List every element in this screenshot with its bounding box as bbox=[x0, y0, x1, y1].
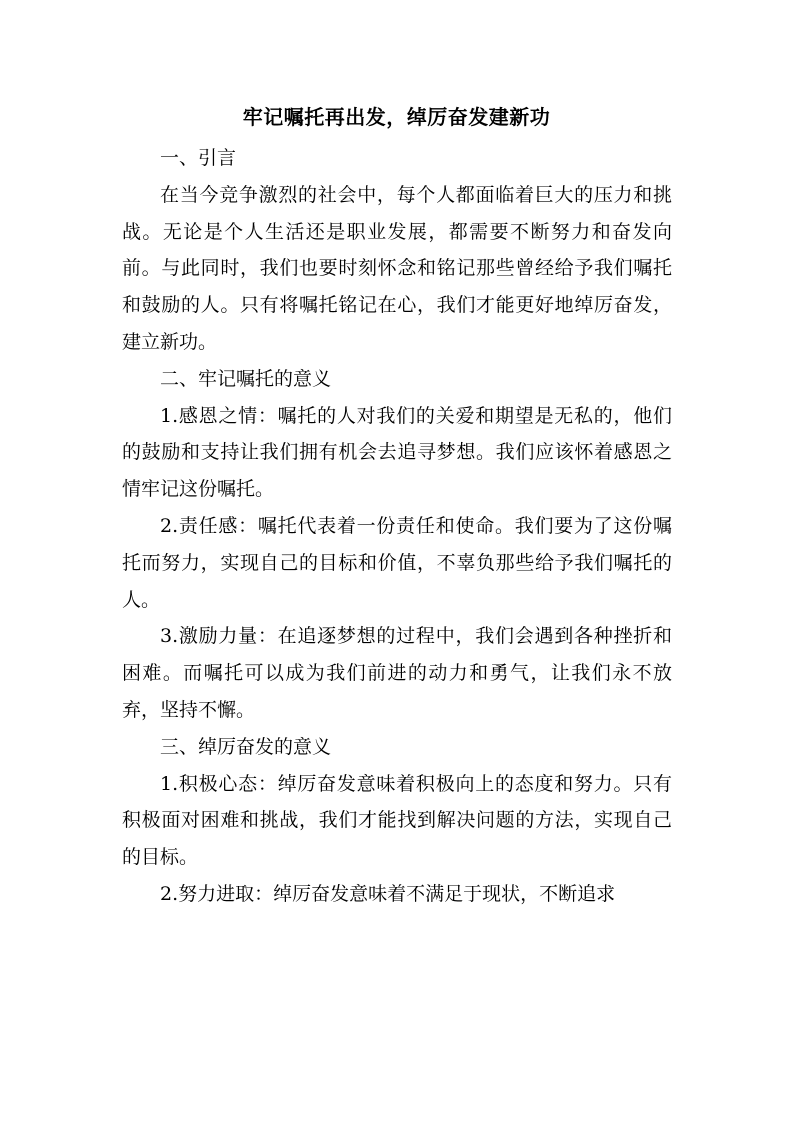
section-heading-meaning-of-entrustment: 二、牢记嘱托的意义 bbox=[160, 367, 332, 390]
section-heading-intro: 一、引言 bbox=[160, 147, 237, 169]
section-heading-meaning-of-striving: 三、绰厉奋发的意义 bbox=[160, 735, 332, 758]
document-title: 牢记嘱托再出发，绰厉奋发建新功 bbox=[242, 105, 551, 129]
document-body bbox=[122, 140, 672, 913]
list-item-positive-attitude: 1.积极心态：绰厉奋发意味着积极向上的态度和努力。只有积极面对困难和挑战，我们才能找到解决问题的方法，实现自己的目标。 bbox=[122, 772, 672, 869]
list-item-motivation: 3.激励力量：在追逐梦想的过程中，我们会遇到各种挫折和困难。而嘱托可以成为我们前进的动力和勇气，让我们永不放弃，坚持不懈。 bbox=[122, 625, 672, 721]
list-item-gratitude: 1.感恩之情：嘱托的人对我们的关爱和期望是无私的，他们的鼓励和支持让我们拥有机会去追寻梦想。我们应该怀着感恩之情牢记这份嘱托。 bbox=[122, 404, 672, 501]
list-item-responsibility: 2.责任感：嘱托代表着一份责任和使命。我们要为了这份嘱托而努力，实现自己的目标和价值，不辜负那些给予我们嘱托的人。 bbox=[122, 514, 672, 611]
intro-paragraph: 在当今竞争激烈的社会中，每个人都面临着巨大的压力和挑战。无论是个人生活还是职业发展，都需要不断努力和奋发向前。与此同时，我们也要时刻怀念和铭记那些曾经给予我们嘱托和鼓励的人。只有将嘱托铭记在心，我们才能更好地绰厉奋发，建立新功。 bbox=[122, 183, 672, 353]
list-item-enterprise: 2.努力进取：绰厉奋发意味着不满足于现状，不断追求 bbox=[160, 882, 616, 905]
